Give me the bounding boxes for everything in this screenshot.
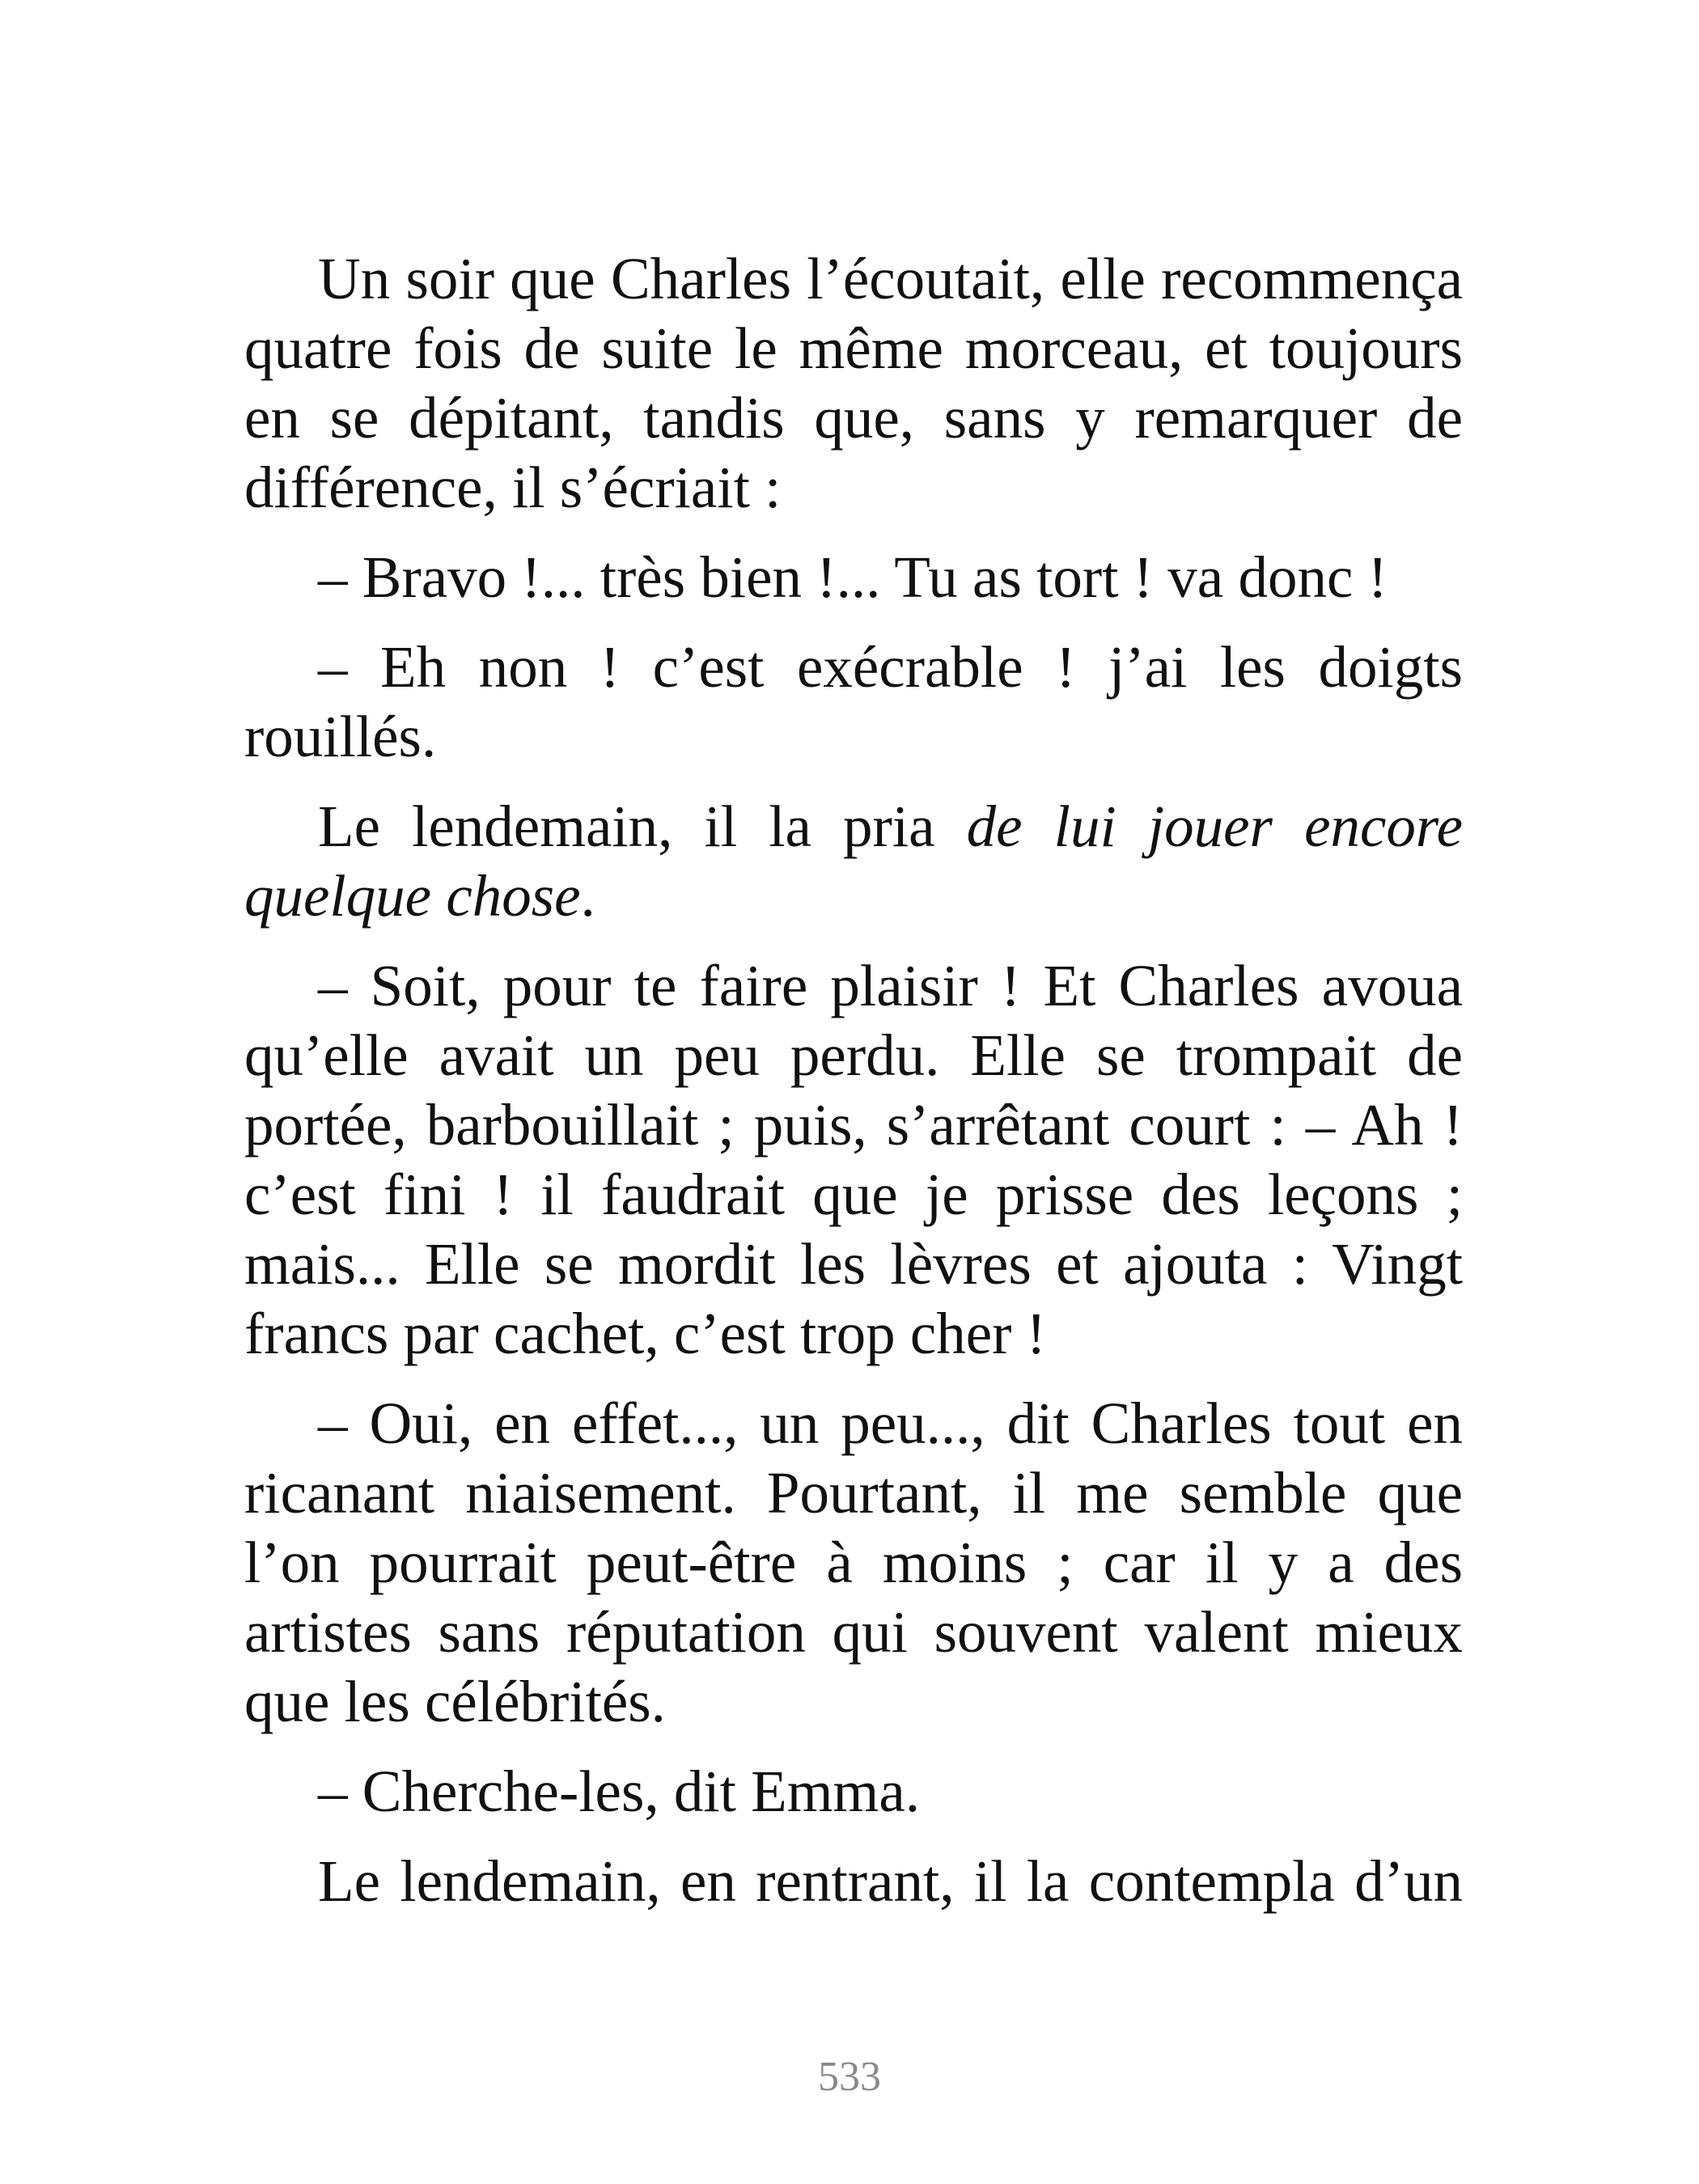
page-number: 533 bbox=[818, 2054, 881, 2100]
paragraph-1 bbox=[244, 244, 1463, 523]
paragraph-4-text-a: Le lendemain, il la pria bbox=[318, 794, 967, 859]
paragraph-2-text: – Bravo !... très bien !... Tu as tort ! va donc ! bbox=[318, 544, 1388, 610]
paragraph-5 bbox=[244, 951, 1463, 1369]
paragraph-1-text: Un soir que Charles l’écoutait, elle recommença quatre fois de suite le même morceau, et toujours en se dépitant, tandis que, sans y remarquer de différence, il s’écriait : bbox=[244, 246, 1463, 520]
paragraph-3-text: – Eh non ! c’est exécrable ! j’ai les doigts rouillés. bbox=[244, 634, 1463, 769]
paragraph-4-text-b: . bbox=[580, 863, 595, 929]
paragraph-2 bbox=[244, 543, 1463, 612]
page-body bbox=[244, 244, 1463, 1936]
paragraph-7 bbox=[244, 1757, 1463, 1826]
paragraph-4 bbox=[244, 792, 1463, 931]
paragraph-6 bbox=[244, 1389, 1463, 1737]
paragraph-3 bbox=[244, 633, 1463, 772]
paragraph-8 bbox=[244, 1847, 1463, 1916]
paragraph-8-text: Le lendemain, en rentrant, il la contempla d’un bbox=[318, 1848, 1463, 1914]
paragraph-7-text: – Cherche-les, dit Emma. bbox=[318, 1759, 920, 1824]
paragraph-6-text: – Oui, en effet..., un peu..., dit Charles tout en ricanant niaisement. Pourtant, il me semble que l’on pourrait peut-être à moins ; car il y a des artistes sans réputation qui souvent valent mieux que les célébrités. bbox=[244, 1390, 1463, 1734]
paragraph-5-text: – Soit, pour te faire plaisir ! Et Charles avoua qu’elle avait un peu perdu. Elle se trompait de portée, barbouillait ; puis, s’arrêtant court : – Ah ! c’est fini ! il faudrait que je prisse des leçons ; mais... Elle se mordit les lèvres et ajouta : Vingt francs par cachet, c’est trop cher ! bbox=[244, 953, 1463, 1366]
paragraph-4-italic-text: de lui jouer encore quelque chose bbox=[244, 794, 1463, 929]
